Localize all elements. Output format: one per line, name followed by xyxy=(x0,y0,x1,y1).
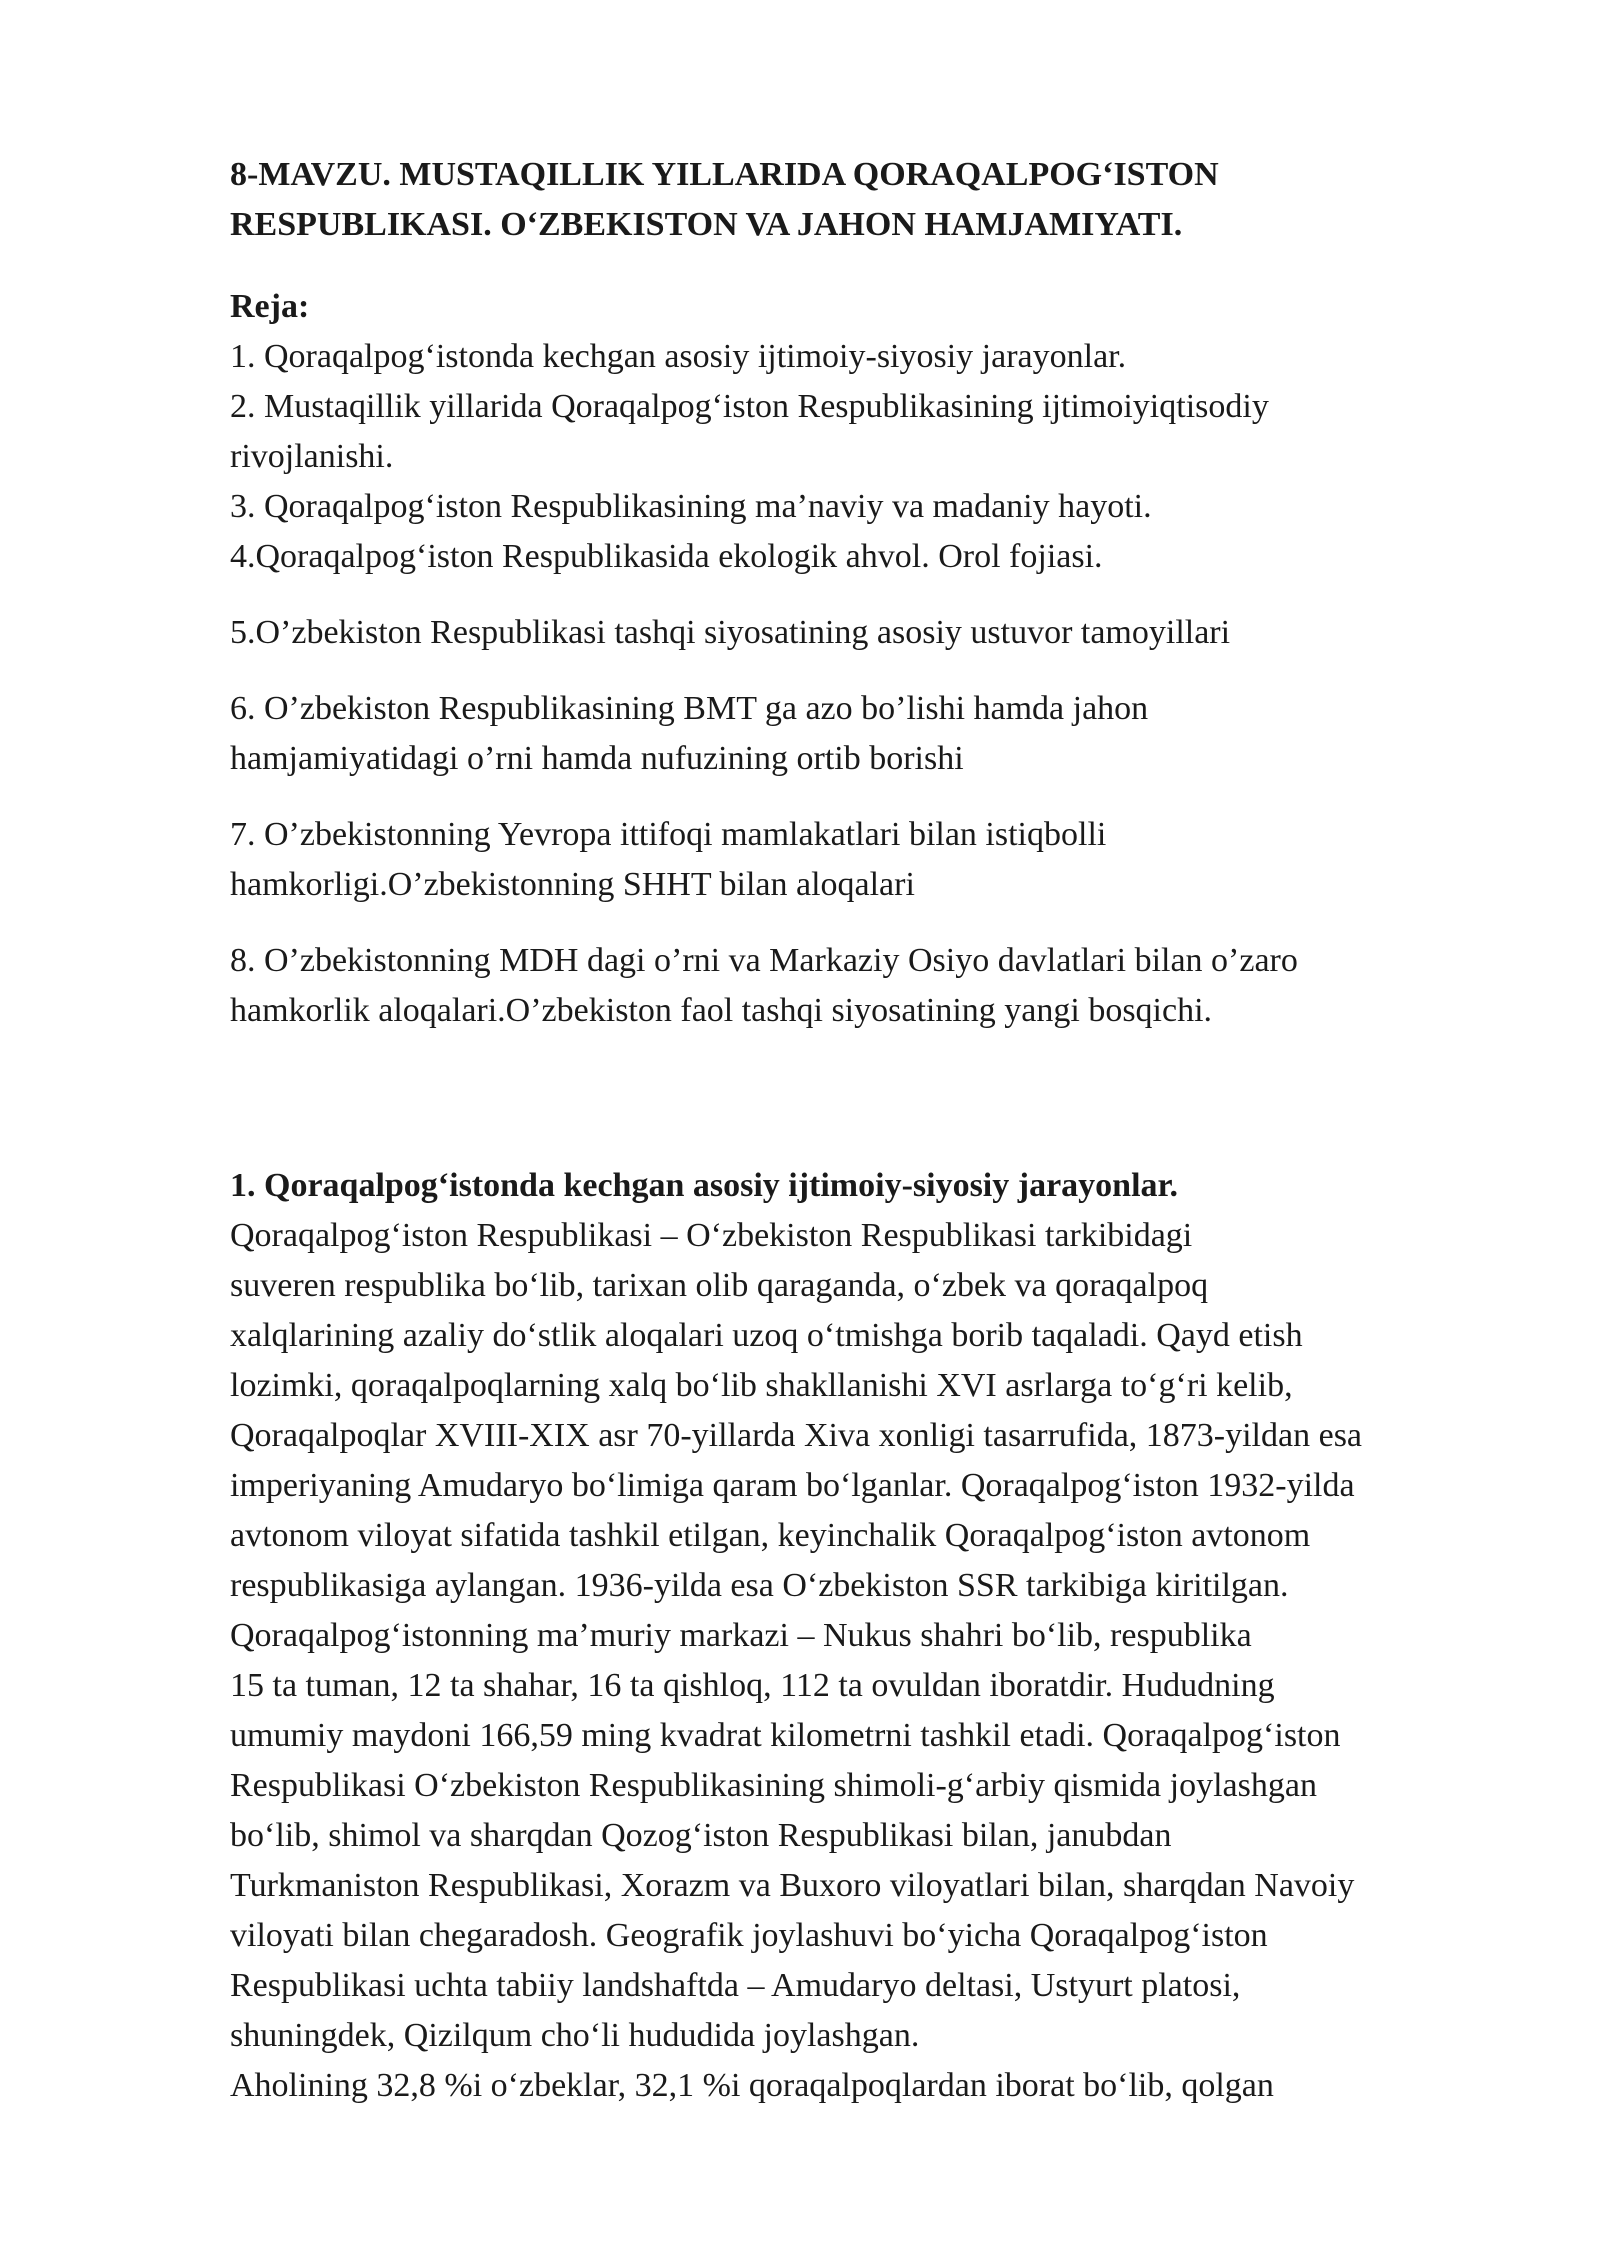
section-heading: 1. Qoraqalpog‘istonda kechgan asosiy ijtimoiy-siyosiy jarayonlar. xyxy=(230,1167,1178,1204)
plan-item-6-line-1: 6. O’zbekiston Respublikasining BMT ga azo bo’lishi hamda jahon xyxy=(230,690,1149,727)
body-line: xalqlarining azaliy do‘stlik aloqalari uzoq o‘tmishga borib taqaladi. Qayd etish xyxy=(230,1317,1303,1354)
plan-heading: Reja: xyxy=(230,288,310,325)
body-line: Qoraqalpoqlar XVIII-XIX asr 70-yillarda Xiva xonligi tasarrufida, 1873-yildan esa xyxy=(230,1417,1363,1454)
body-line: imperiyaning Amudaryo bo‘limiga qaram bo‘lganlar. Qoraqalpog‘iston 1932-yilda xyxy=(230,1467,1355,1504)
body-line: Respublikasi uchta tabiiy landshaftda – Amudaryo deltasi, Ustyurt platosi, xyxy=(230,1967,1241,2004)
body-line: Aholining 32,8 %i o‘zbeklar, 32,1 %i qoraqalpoqlardan iborat bo‘lib, qolgan xyxy=(230,2067,1274,2104)
body-line: umumiy maydoni 166,59 ming kvadrat kilometrni tashkil etadi. Qoraqalpog‘iston xyxy=(230,1717,1341,1754)
title-line-1: 8-MAVZU. MUSTAQILLIK YILLARIDA QORAQALPOG‘ISTON xyxy=(230,156,1219,193)
body-line: suveren respublika bo‘lib, tarixan olib qaraganda, o‘zbek va qoraqalpoq xyxy=(230,1267,1209,1304)
body-line: Qoraqalpog‘istonning ma’muriy markazi – Nukus shahri bo‘lib, respublika xyxy=(230,1617,1252,1654)
body-line: respublikasiga aylangan. 1936-yilda esa O‘zbekiston SSR tarkibiga kiritilgan. xyxy=(230,1567,1289,1604)
plan-item-7 xyxy=(230,810,1510,910)
plan-item-8 xyxy=(230,936,1510,1036)
plan-line-1: 1. Qoraqalpog‘istonda kechgan asosiy ijtimoiy-siyosiy jarayonlar. xyxy=(230,338,1127,375)
body-line: Turkmaniston Respublikasi, Xorazm va Buxoro viloyatlari bilan, sharqdan Navoiy xyxy=(230,1867,1355,1904)
plan-line-4: 3. Qoraqalpog‘iston Respublikasining ma’naviy va madaniy hayoti. xyxy=(230,488,1152,525)
body-paragraph xyxy=(230,1211,1510,2111)
plan-item-7-line-2: hamkorligi.O’zbekistonning SHHT bilan aloqalari xyxy=(230,866,915,903)
body-line: avtonom viloyat sifatida tashkil etilgan, keyinchalik Qoraqalpog‘iston avtonom xyxy=(230,1517,1311,1554)
plan-item-6-line-2: hamjamiyatidagi o’rni hamda nufuzining ortib borishi xyxy=(230,740,964,777)
plan-item-8-line-1: 8. O’zbekistonning MDH dagi o’rni va Markaziy Osiyo davlatlari bilan o’zaro xyxy=(230,942,1298,979)
plan-line-5: 4.Qoraqalpog‘iston Respublikasida ekologik ahvol. Orol fojiasi. xyxy=(230,538,1103,575)
plan-item-5 xyxy=(230,608,1510,658)
body-line: 15 ta tuman, 12 ta shahar, 16 ta qishloq, 112 ta ovuldan iboratdir. Hududning xyxy=(230,1667,1275,1704)
plan-item-6 xyxy=(230,684,1510,784)
body-line: viloyati bilan chegaradosh. Geografik joylashuvi bo‘yicha Qoraqalpog‘iston xyxy=(230,1917,1268,1954)
plan-item-8-line-2: hamkorlik aloqalari.O’zbekiston faol tashqi siyosatining yangi bosqichi. xyxy=(230,992,1213,1029)
document-page xyxy=(230,150,1510,2111)
plan-line-2: 2. Mustaqillik yillarida Qoraqalpog‘iston Respublikasining ijtimoiyiqtisodiy xyxy=(230,388,1269,425)
body-line: Respublikasi O‘zbekiston Respublikasining shimoli-g‘arbiy qismida joylashgan xyxy=(230,1767,1317,1804)
document-title xyxy=(230,150,1510,250)
plan-item-7-line-1: 7. O’zbekistonning Yevropa ittifoqi mamlakatlari bilan istiqbolli xyxy=(230,816,1107,853)
title-line-2: RESPUBLIKASI. O‘ZBEKISTON VA JAHON HAMJAMIYATI. xyxy=(230,206,1183,243)
body-line: Qoraqalpog‘iston Respublikasi – O‘zbekiston Respublikasi tarkibidagi xyxy=(230,1217,1193,1254)
body-line: lozimki, qoraqalpoqlarning xalq bo‘lib shakllanishi XVI asrlarga to‘g‘ri kelib, xyxy=(230,1367,1293,1404)
plan-list-group xyxy=(230,332,1510,582)
body-line: shuningdek, Qizilqum cho‘li hududida joylashgan. xyxy=(230,2017,920,2054)
plan-item-5-line-1: 5.O’zbekiston Respublikasi tashqi siyosatining asosiy ustuvor tamoyillari xyxy=(230,614,1231,651)
plan-line-3: rivojlanishi. xyxy=(230,438,394,475)
body-line: bo‘lib, shimol va sharqdan Qozog‘iston Respublikasi bilan, janubdan xyxy=(230,1817,1172,1854)
